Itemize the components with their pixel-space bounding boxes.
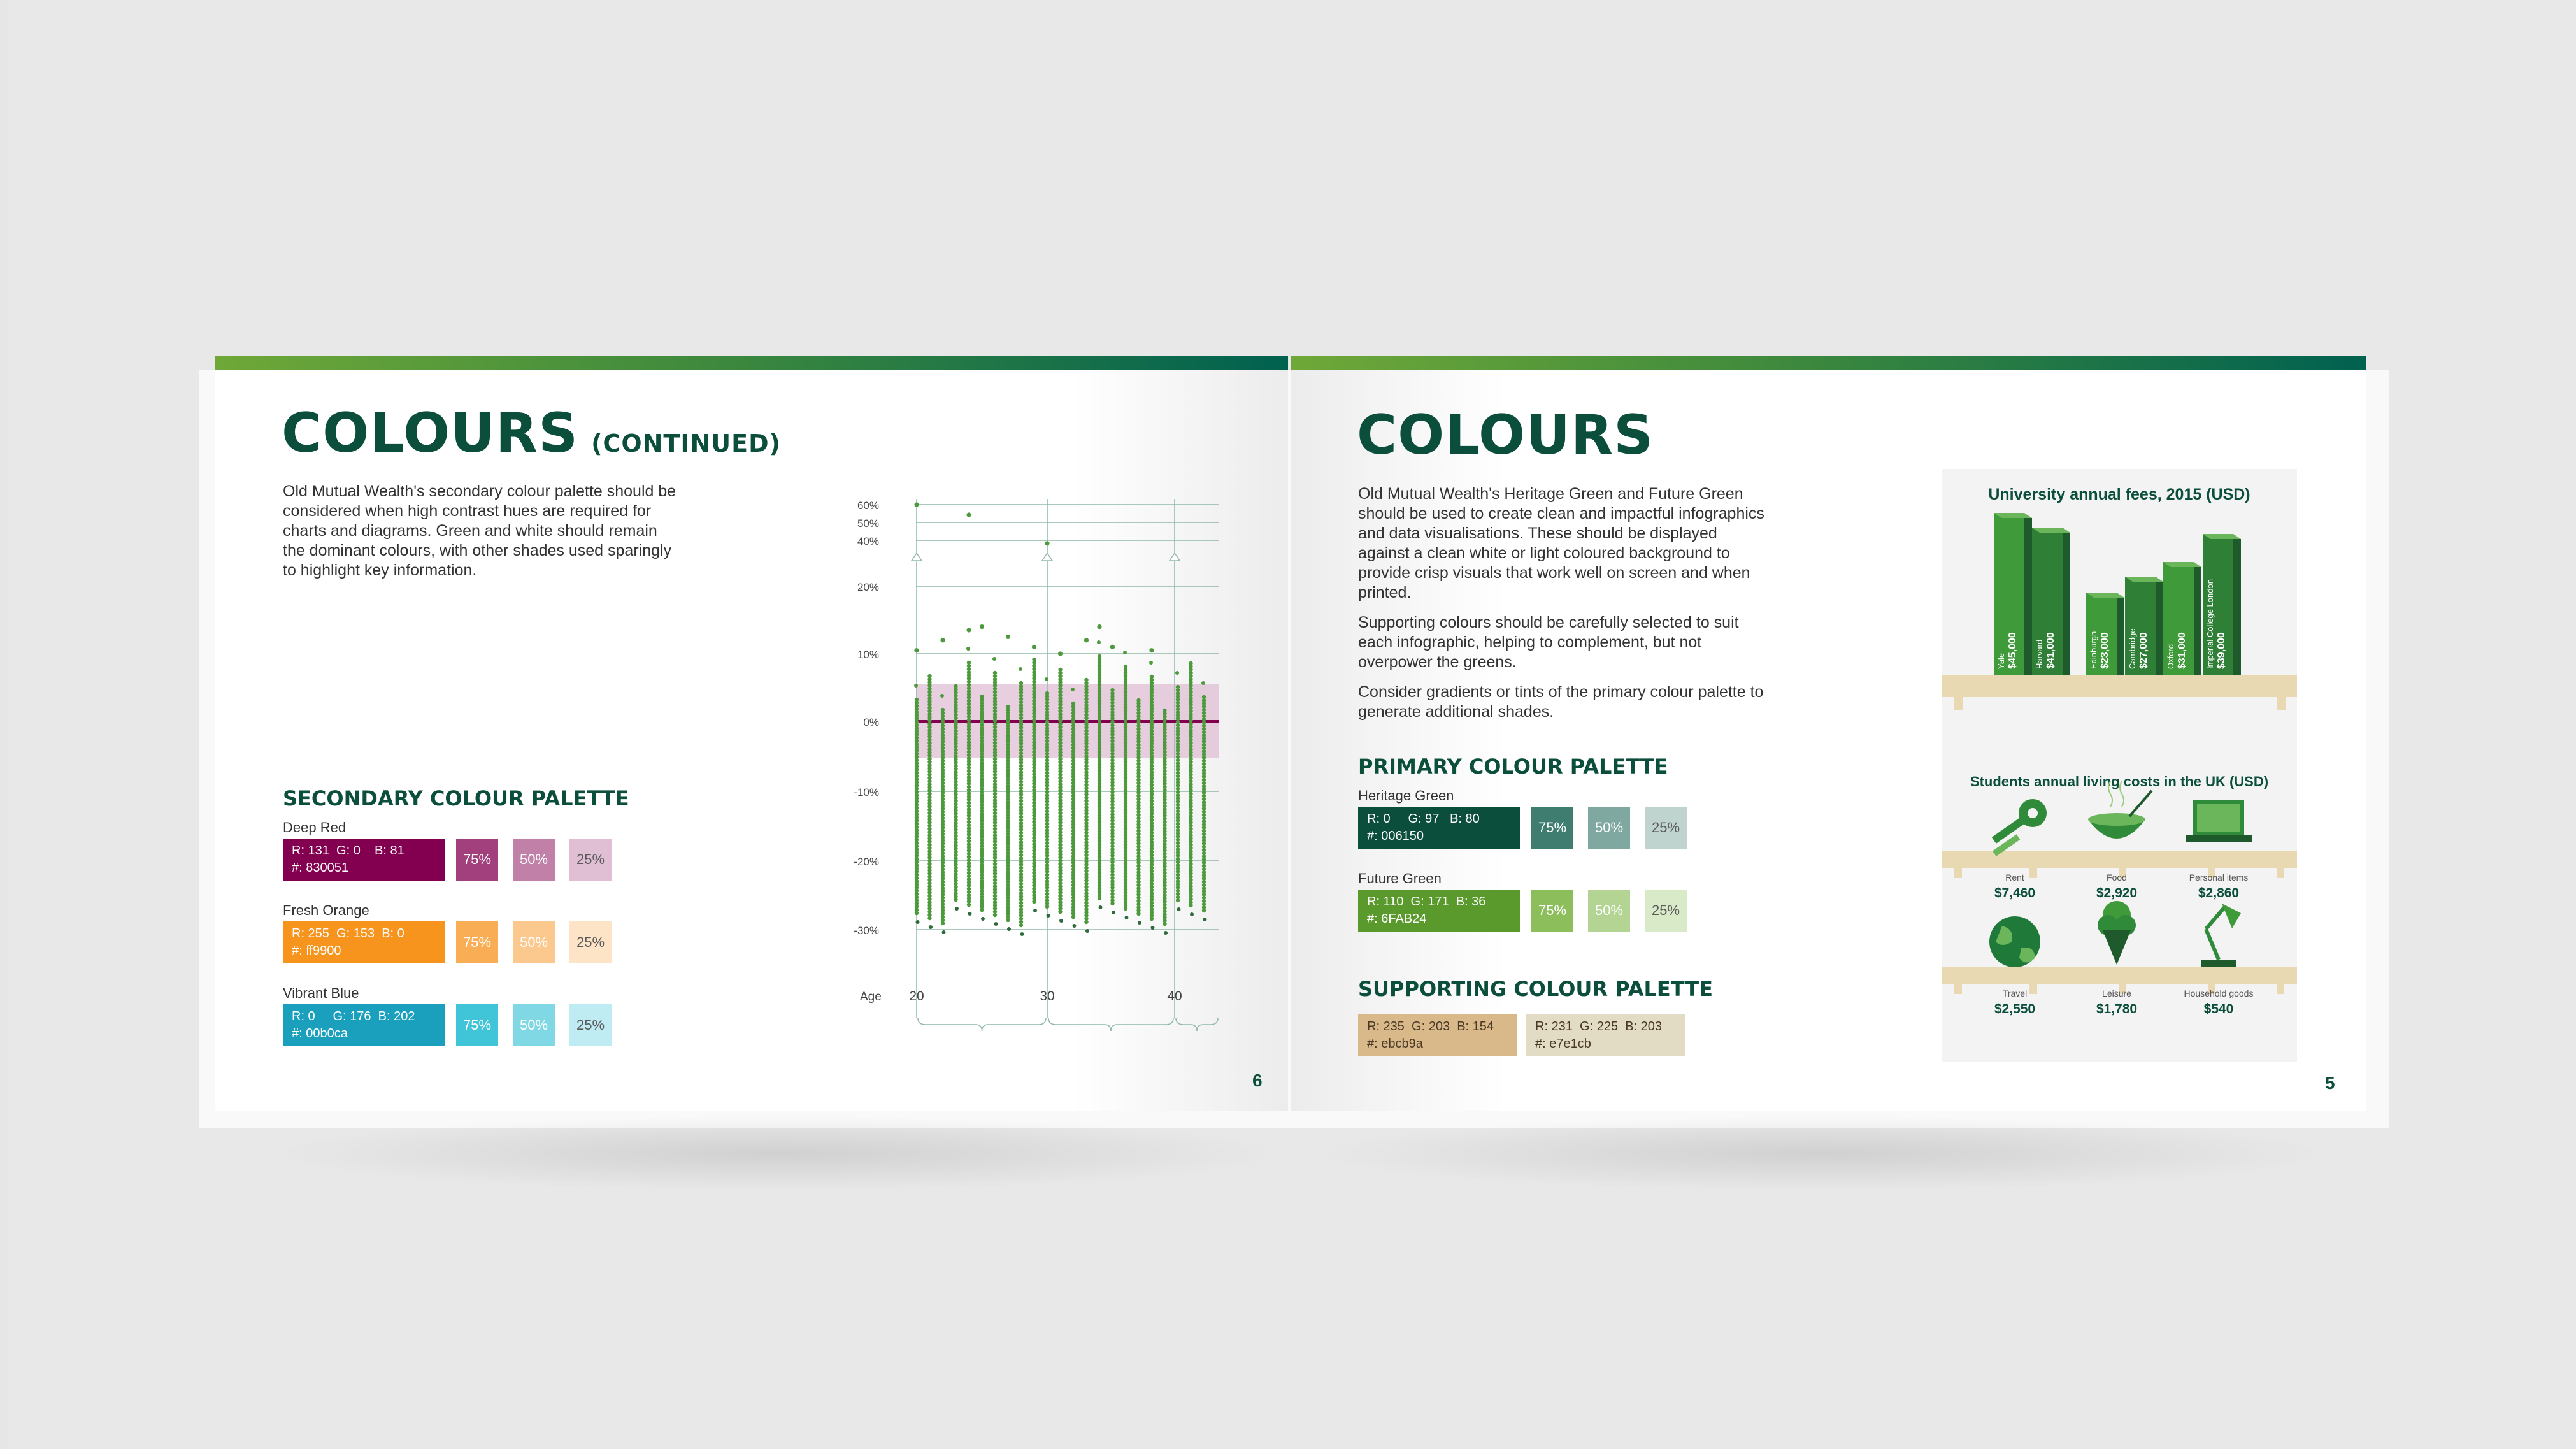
book-value: $27,000: [2138, 632, 2149, 669]
swatch-tint: 50%: [513, 839, 555, 881]
data-point: [1164, 931, 1168, 935]
outlier-point: [966, 512, 971, 517]
intro-paragraph: Old Mutual Wealth's Heritage Green and Future Green should be used to create clean and impactful infographics and data visualisations. These should be displayed against a clean white or light coloured background to provide crisp visuals that work well on screen and when printed.: [1358, 485, 1764, 602]
outlier-point: [914, 648, 919, 652]
y-tick-label: 50%: [857, 517, 879, 530]
axis-break-mark: [1042, 553, 1052, 561]
outlier-point: [1097, 624, 1101, 629]
swatch-tint: 25%: [1645, 890, 1687, 932]
data-point: [1045, 905, 1049, 909]
cost-value: $2,920: [2096, 886, 2138, 900]
swatch-hex: #: 830051: [292, 861, 348, 875]
data-point: [941, 921, 945, 925]
data-point: [1085, 929, 1089, 933]
data-point: [1112, 911, 1115, 914]
data-point: [1151, 926, 1155, 930]
outlier-point: [1149, 648, 1154, 652]
swatch-tint: 50%: [513, 921, 555, 963]
laptop-icon: [2186, 800, 2252, 842]
data-point: [1071, 688, 1075, 691]
data-point: [1058, 910, 1062, 914]
cost-label: Rent: [2005, 872, 2024, 883]
outlier-point: [940, 638, 945, 642]
y-tick-label: -20%: [854, 856, 879, 868]
intro-paragraph: Consider gradients or tints of the primary colour palette to generate additional shades.: [1358, 683, 1764, 721]
data-point: [1177, 907, 1181, 911]
outlier-point: [980, 624, 984, 629]
age-returns-scatter-chart: [215, 356, 1288, 1111]
data-point: [1059, 919, 1063, 923]
outlier-point: [1032, 645, 1036, 649]
outlier-point: [1110, 645, 1115, 649]
book-label: Cambridge: [2128, 628, 2137, 669]
x-tick-label: 30: [1040, 989, 1055, 1004]
data-point: [1149, 661, 1153, 665]
data-point: [929, 925, 933, 929]
data-point: [1123, 651, 1127, 654]
swatch-hex: #: e7e1cb: [1535, 1037, 1591, 1051]
data-point: [1203, 918, 1207, 921]
swatch-rgb: R: 0 G: 97 B: 80: [1367, 812, 1480, 826]
data-point: [1007, 927, 1011, 931]
book-value: $31,000: [2177, 632, 2187, 669]
left-page: [215, 356, 1288, 1111]
fee-book-spine: [2063, 533, 2070, 675]
book-value: $23,000: [2100, 632, 2110, 669]
data-point: [1175, 671, 1179, 675]
swatch-hex: #: 006150: [1367, 829, 1424, 843]
data-point: [994, 922, 998, 926]
outlier-point: [914, 502, 919, 507]
data-point: [1110, 902, 1114, 905]
cost-label: Personal items: [2189, 872, 2249, 883]
data-point: [1071, 915, 1075, 919]
outlier-point: [1006, 635, 1010, 639]
y-tick-label: -30%: [854, 925, 879, 937]
data-point: [1033, 909, 1037, 912]
cost-label: Food: [2107, 872, 2127, 883]
shelf-bracket: [2277, 868, 2284, 878]
fees-title: University annual fees, 2015 (USD): [1988, 486, 2250, 503]
cost-value: $2,550: [1994, 1002, 2036, 1016]
axis-break-mark: [1170, 553, 1180, 561]
swatch-hex: #: 00b0ca: [292, 1027, 348, 1041]
swatch-rgb: R: 110 G: 171 B: 36: [1367, 895, 1486, 909]
y-tick-label: 10%: [857, 649, 879, 661]
globe-icon: [1989, 916, 2040, 967]
swatch-name: Deep Red: [283, 819, 347, 835]
age-range-brace: [1048, 1018, 1173, 1031]
book-value: $45,000: [2007, 632, 2018, 669]
cost-value: $1,780: [2096, 1002, 2138, 1016]
swatch-rgb: R: 131 G: 0 B: 81: [292, 844, 404, 858]
page-number: 6: [1252, 1071, 1263, 1090]
data-point: [916, 920, 920, 924]
data-point: [1019, 923, 1023, 927]
swatch-tint: 75%: [456, 839, 498, 881]
cost-label: Household goods: [2184, 988, 2254, 998]
data-point: [915, 911, 919, 915]
data-point: [993, 913, 997, 917]
data-point: [1045, 677, 1048, 681]
data-point: [927, 916, 931, 920]
data-point: [1020, 932, 1024, 936]
intro-paragraph: Supporting colours should be carefully selected to suit each infographic, helping to complement, but not overpower the greens.: [1358, 614, 1739, 671]
swatch-tint: 50%: [1588, 890, 1630, 932]
swatch-tint: 50%: [1588, 807, 1630, 849]
shelf-bracket: [2029, 868, 2037, 878]
book-label: Edinburgh: [2089, 631, 2098, 669]
fee-book-spine: [2117, 598, 2124, 675]
data-point: [940, 694, 944, 698]
data-point: [981, 917, 985, 921]
shelf-bracket: [2277, 984, 2284, 994]
swatch-rgb: R: 231 G: 225 B: 203: [1535, 1020, 1663, 1034]
fee-book-spine: [2233, 539, 2241, 675]
right-page: [1291, 356, 2366, 1111]
section-heading: SECONDARY COLOUR PALETTE: [283, 786, 629, 811]
data-point: [967, 903, 971, 907]
outlier-point: [1058, 651, 1063, 656]
title-text: COLOURS: [282, 401, 579, 465]
swatch-hex: #: 6FAB24: [1367, 912, 1427, 926]
data-point: [1202, 909, 1206, 912]
data-point: [1047, 914, 1050, 918]
swatch-tint: 25%: [569, 839, 612, 881]
data-point: [1125, 916, 1129, 919]
swatch-tint: 25%: [569, 921, 612, 963]
page-title: COLOURS: [1357, 403, 1654, 467]
data-point: [1098, 897, 1101, 900]
data-point: [942, 930, 946, 934]
data-point: [980, 908, 984, 912]
section-heading: PRIMARY COLOUR PALETTE: [1358, 754, 1668, 779]
data-point: [1150, 917, 1154, 921]
y-tick-label: 40%: [857, 535, 879, 547]
data-point: [1201, 681, 1205, 685]
data-point: [1138, 921, 1141, 925]
cost-label: Leisure: [2102, 988, 2131, 998]
outlier-point: [966, 628, 971, 632]
data-point: [955, 907, 959, 911]
book-value: $41,000: [2045, 632, 2056, 669]
living-costs-title: Students annual living costs in the UK (USD): [1970, 774, 2269, 789]
y-tick-label: 20%: [857, 581, 879, 593]
data-point: [968, 912, 972, 916]
shelf-bracket: [1954, 697, 1963, 710]
swatch-tint: 50%: [513, 1004, 555, 1046]
swatch-hex: #: ff9900: [292, 944, 341, 958]
data-point: [914, 684, 918, 688]
data-point: [966, 647, 970, 651]
data-point: [1163, 922, 1166, 926]
fee-book-spine: [2194, 567, 2201, 675]
shelf-bracket: [2277, 697, 2286, 710]
age-range-brace: [918, 1018, 1046, 1031]
data-point: [1190, 912, 1194, 916]
cost-value: $7,460: [1994, 886, 2036, 900]
cost-value: $540: [2203, 1002, 2234, 1016]
data-point: [954, 898, 957, 902]
data-point: [1176, 898, 1180, 902]
swatch-tint: 75%: [456, 921, 498, 963]
shelf-bracket: [1954, 984, 1962, 994]
x-tick-label: 20: [909, 989, 924, 1004]
data-point: [1084, 920, 1088, 924]
section-heading: SUPPORTING COLOUR PALETTE: [1358, 977, 1713, 1001]
fee-book-spine: [2024, 518, 2032, 675]
data-point: [1006, 918, 1010, 922]
shelf-bracket: [2029, 984, 2037, 994]
swatch-rgb: R: 255 G: 153 B: 0: [292, 926, 404, 941]
data-point: [1124, 907, 1127, 911]
y-tick-label: 60%: [857, 500, 879, 512]
outlier-point: [1045, 541, 1049, 545]
y-tick-label: -10%: [854, 786, 879, 798]
data-point: [1099, 905, 1103, 909]
swatch-tint: 25%: [1645, 807, 1687, 849]
x-tick-label: 40: [1167, 989, 1182, 1004]
swatch-rgb: R: 0 G: 176 B: 202: [292, 1009, 415, 1023]
data-point: [1189, 904, 1192, 907]
swatch-tint: 75%: [456, 1004, 498, 1046]
swatch-hex: #: ebcb9a: [1367, 1037, 1423, 1051]
data-point: [1019, 667, 1022, 671]
cost-value: $2,860: [2198, 886, 2240, 900]
y-tick-label: 0%: [863, 716, 879, 728]
data-point: [1136, 912, 1140, 916]
swatch-tint: 75%: [1531, 890, 1573, 932]
cost-label: Travel: [2002, 988, 2028, 998]
x-axis-label: Age: [860, 990, 882, 1004]
age-range-brace: [1176, 1018, 1218, 1031]
book-value: $39,000: [2216, 632, 2227, 669]
book-label: Imperial College London: [2205, 579, 2215, 669]
title-suffix: (CONTINUED): [591, 429, 782, 458]
shelf: [1942, 967, 2297, 984]
book-label: Oxford: [2166, 644, 2175, 669]
intro-text: Old Mutual Wealth's secondary colour palette should be considered when high contrast hues are required for charts and diagrams. Green and white should remain the dominant colours, with other shades used sparingly to highlight key information.: [283, 482, 676, 579]
swatch-tint: 25%: [569, 1004, 612, 1046]
fee-book-spine: [2156, 582, 2163, 675]
book-shadow: [1312, 1115, 2331, 1192]
page-number: 5: [2325, 1073, 2335, 1093]
swatch-name: Future Green: [1358, 870, 1442, 886]
book-label: Yale: [1996, 652, 2006, 669]
data-point: [992, 657, 996, 661]
student-costs-infographic: [1291, 356, 2366, 1111]
swatch-rgb: R: 235 G: 203 B: 154: [1367, 1020, 1494, 1034]
data-point: [1073, 924, 1077, 928]
swatch-name: Heritage Green: [1358, 788, 1454, 804]
data-point: [1032, 900, 1036, 904]
swatch-tint: 75%: [1531, 807, 1573, 849]
data-point: [1097, 640, 1101, 644]
book-shadow: [268, 1115, 1287, 1192]
shelf-bracket: [1954, 868, 1962, 878]
shelf: [1942, 675, 2297, 697]
book-label: Harvard: [2035, 639, 2044, 669]
axis-break-mark: [912, 553, 922, 561]
swatch-name: Fresh Orange: [283, 902, 369, 918]
swatch-name: Vibrant Blue: [283, 985, 359, 1001]
outlier-point: [1084, 638, 1089, 642]
